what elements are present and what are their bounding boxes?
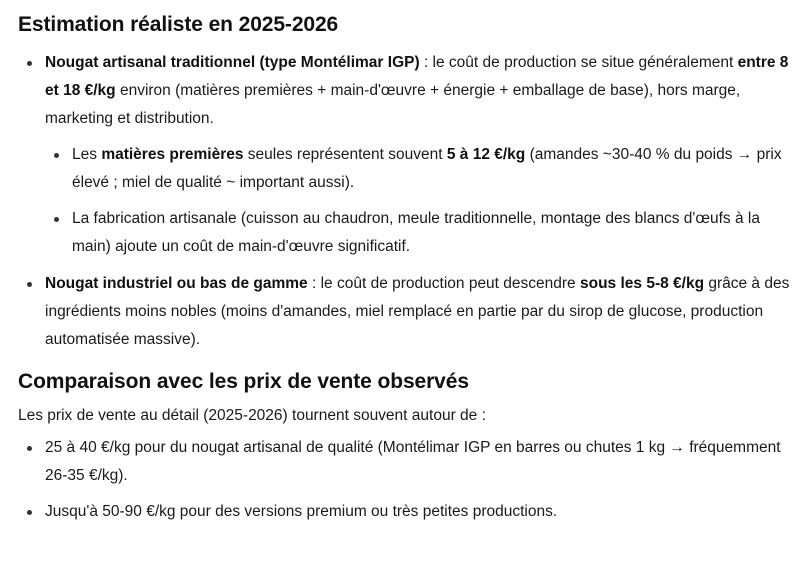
bullet-icon bbox=[27, 510, 32, 515]
list-item-artisanal bbox=[18, 49, 798, 133]
bullet-icon bbox=[54, 153, 59, 158]
text: Les bbox=[72, 146, 102, 163]
text: Jusqu'à 50-90 €/kg pour des versions premium ou très petites productions. bbox=[45, 503, 558, 520]
estimation-list bbox=[18, 49, 798, 354]
bullet-icon bbox=[27, 282, 32, 287]
bold-text: sous les 5-8 €/kg bbox=[579, 275, 705, 292]
text: environ (matières premières + main-d'œuvre + énergie + emballage de base), hors marge, marketing et distribution. bbox=[45, 82, 741, 127]
text: (amandes ~30-40 % du poids → prix élevé ; miel de qualité ~ important aussi). bbox=[72, 146, 782, 191]
sub-list-item-matieres bbox=[18, 141, 798, 197]
list-item-prix-artisanal bbox=[18, 434, 798, 490]
text: La fabrication artisanale (cuisson au chaudron, meule traditionnelle, montage des blancs d'œufs à la main) ajoute un coût de main-d'œuvre significatif. bbox=[72, 210, 760, 255]
list-item-prix-premium bbox=[18, 498, 798, 526]
section-heading-estimation: Estimation réaliste en 2025-2026 bbox=[18, 13, 339, 36]
spacer bbox=[18, 261, 798, 270]
bold-text: matières premières bbox=[101, 146, 244, 163]
spacer bbox=[18, 133, 798, 141]
section-heading-comparaison: Comparaison avec les prix de vente observés bbox=[18, 370, 469, 393]
bullet-icon bbox=[27, 446, 32, 451]
intro-paragraph: Les prix de vente au détail (2025-2026) tournent souvent autour de : bbox=[18, 407, 486, 424]
text: : le coût de production se situe généralement bbox=[419, 54, 738, 71]
bold-text: entre 8 et 18 €/kg bbox=[45, 54, 789, 99]
sub-list-item-fabrication bbox=[18, 205, 798, 261]
list-item-industriel bbox=[18, 270, 798, 354]
bold-text: 5 à 12 €/kg bbox=[446, 146, 526, 163]
bold-text: Nougat artisanal traditionnel (type Montélimar IGP) bbox=[45, 54, 420, 71]
comparison-list bbox=[18, 434, 798, 526]
bullet-icon bbox=[27, 61, 32, 66]
bullet-icon bbox=[54, 217, 59, 222]
spacer bbox=[18, 197, 798, 205]
spacer bbox=[18, 490, 798, 498]
text: grâce à des ingrédients moins nobles (moins d'amandes, miel remplacé en partie par du sirop de glucose, production automatisée massive). bbox=[45, 275, 790, 348]
bold-text: Nougat industriel ou bas de gamme bbox=[45, 275, 308, 292]
text: seules représentent souvent bbox=[243, 146, 447, 163]
text: 25 à 40 €/kg pour du nougat artisanal de qualité (Montélimar IGP en barres ou chutes 1 kg → fréquemment 26-35 €/kg). bbox=[45, 439, 781, 484]
text: : le coût de production peut descendre bbox=[307, 275, 580, 292]
